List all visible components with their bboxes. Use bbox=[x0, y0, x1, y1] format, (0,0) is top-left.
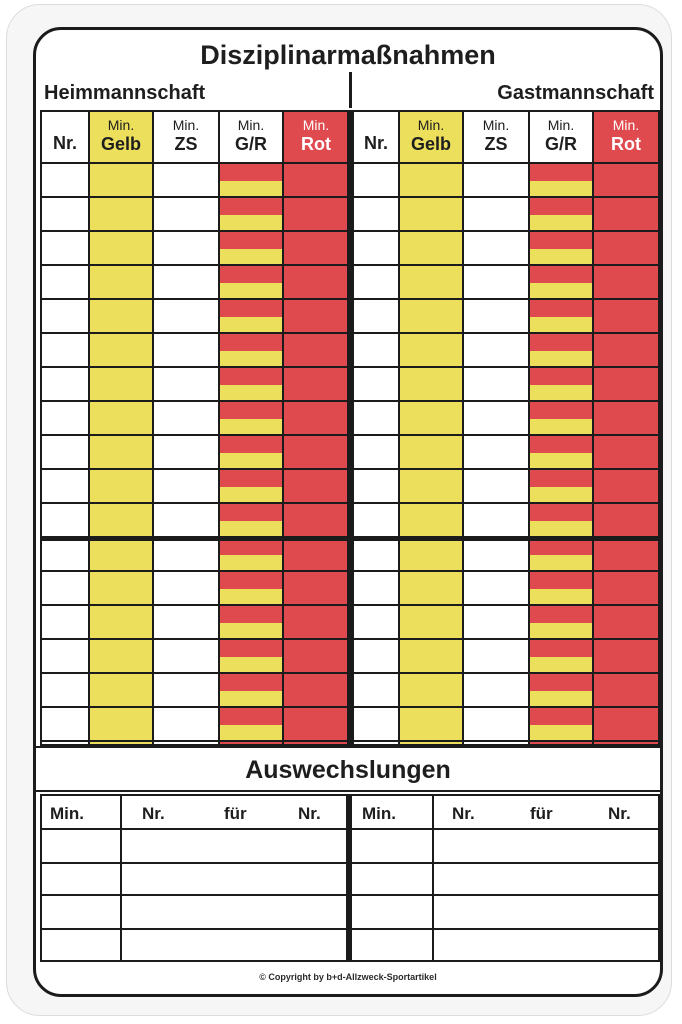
guest-substitutions-table bbox=[350, 794, 660, 962]
copyright-notice: © Copyright by b+d-Allzweck-Sportartikel bbox=[259, 972, 437, 982]
column-gr bbox=[220, 112, 284, 744]
column-divider bbox=[432, 796, 434, 960]
column-divider bbox=[120, 796, 122, 960]
row-line bbox=[352, 828, 658, 830]
rows-nr bbox=[42, 164, 88, 744]
row-line bbox=[42, 928, 346, 930]
header-rot: Rot bbox=[301, 134, 331, 154]
guest-team-label: Gastmannschaft bbox=[497, 82, 654, 104]
header-nr: Nr. bbox=[363, 133, 388, 153]
sub-header-nr-in: Nr. bbox=[298, 804, 321, 823]
column-gr bbox=[530, 112, 594, 744]
header-gr-min: Min. bbox=[547, 117, 575, 133]
home-discipline-table bbox=[40, 110, 350, 746]
referee-card bbox=[6, 4, 672, 1016]
header-rot: Rot bbox=[611, 134, 641, 154]
row-line bbox=[42, 862, 346, 864]
sub-header-nr-in: Nr. bbox=[608, 804, 631, 823]
rows-rot bbox=[284, 164, 348, 744]
substitutions-header-band bbox=[36, 746, 660, 792]
header-zs-min: Min. bbox=[172, 117, 200, 133]
column-zs bbox=[464, 112, 530, 744]
row-line bbox=[42, 828, 346, 830]
guest-discipline-table bbox=[352, 110, 660, 746]
rows-gr bbox=[530, 164, 592, 744]
sub-header-nr-out: Nr. bbox=[452, 804, 475, 823]
page-title: Disziplinarmaßnahmen bbox=[200, 40, 496, 70]
rows-zs bbox=[464, 164, 528, 744]
rows-nr bbox=[354, 164, 398, 744]
rows-gelb bbox=[90, 164, 152, 744]
header-rot-min: Min. bbox=[302, 117, 330, 133]
home-team-label: Heimmannschaft bbox=[44, 82, 206, 104]
header-zs-min: Min. bbox=[482, 117, 510, 133]
header-gr: G/R bbox=[544, 134, 577, 154]
team-divider bbox=[349, 72, 352, 108]
substitutions-title: Auswechslungen bbox=[245, 756, 451, 784]
row-line bbox=[352, 862, 658, 864]
sub-header-nr-out: Nr. bbox=[142, 804, 165, 823]
home-substitutions-table bbox=[40, 794, 348, 962]
header-gelb: Gelb bbox=[410, 134, 451, 154]
header-gr-min: Min. bbox=[237, 117, 265, 133]
column-zs bbox=[154, 112, 220, 744]
rows-rot bbox=[594, 164, 658, 744]
row-line bbox=[42, 894, 346, 896]
section-divider bbox=[40, 538, 660, 541]
header-rot-min: Min. bbox=[612, 117, 640, 133]
header-zs: ZS bbox=[174, 134, 198, 154]
card-frame bbox=[33, 27, 663, 997]
header-gelb-min: Min. bbox=[107, 117, 135, 133]
column-rot bbox=[284, 112, 348, 744]
header-gelb-min: Min. bbox=[417, 117, 445, 133]
sub-header-fuer: für bbox=[224, 804, 247, 823]
column-gelb bbox=[400, 112, 464, 744]
row-line bbox=[352, 928, 658, 930]
sub-header-min: Min. bbox=[362, 804, 396, 823]
header-gr: G/R bbox=[234, 134, 267, 154]
header-gelb: Gelb bbox=[100, 134, 141, 154]
header-zs: ZS bbox=[484, 134, 508, 154]
column-gelb bbox=[90, 112, 154, 744]
column-nr bbox=[42, 112, 90, 744]
row-line bbox=[352, 894, 658, 896]
rows-gr bbox=[220, 164, 282, 744]
sub-header-fuer: für bbox=[530, 804, 553, 823]
column-rot bbox=[594, 112, 658, 744]
rows-zs bbox=[154, 164, 218, 744]
column-nr bbox=[354, 112, 400, 744]
rows-gelb bbox=[400, 164, 462, 744]
sub-header-min: Min. bbox=[50, 804, 84, 823]
header-nr: Nr. bbox=[52, 133, 77, 153]
